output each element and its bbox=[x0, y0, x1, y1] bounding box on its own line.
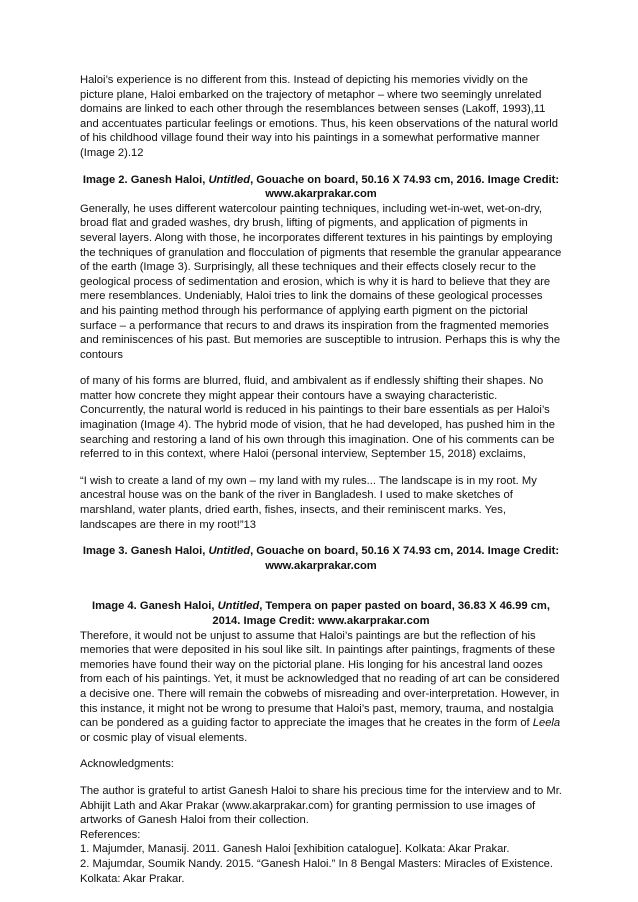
caption-image-4-prefix: Image 4. Ganesh Haloi, bbox=[91, 600, 218, 613]
caption-image-2-prefix: Image 2. Ganesh Haloi, bbox=[82, 173, 209, 186]
reference-item: 1. Majumder, Manasij. 2011. Ganesh Haloi [exhibition catalogue]. Kolkata: Akar Prakar. bbox=[80, 843, 510, 856]
reference-item: 2. Majumdar, Soumik Nandy. 2015. “Ganesh Haloi.” In 8 Bengal Masters: Miracles of Existence. Kolkata: Akar Prakar. bbox=[80, 857, 553, 885]
conclusion-end: or cosmic play of visual elements. bbox=[80, 731, 248, 744]
paragraph-techniques: Generally, he uses different watercolour painting techniques, including wet-in-wet, wet-on-dry, broad flat and graded washes, dry brush, lifting of pigments, and application of pigments in several layers. Along with those, he incorporates different textures in his paintings by employing the techniques of granulation and flocculation of pigments that resemble the granular appearance of the earth (Image 3). Surprisingly, all these techniques and their effects closely recur to the geological process of sedimentation and erosion, which is why it is hard to believe that they are mere resemblances. Undeniably, Haloi tries to link the domains of these geological processes and his painting method through his performance of applying earth pigment on the pictorial surface – a performance that recurs to and draws its inspiration from the fragmented memories and reminiscences of his past. But memories are susceptible to intrusion. Perhaps this is why the contours bbox=[80, 202, 562, 361]
conclusion-text: Therefore, it would not be unjust to assume that Haloi’s paintings are but the reflection of his memories that were deposited in his soul like silt. In paintings after paintings, fragments of these memories have found their way on the pictorial plane. His longing for his ancestral land oozes from each of his paintings. Yet, it must be acknowledged that no reading of art can be considered a decisive one. There will remain the cobwebs of misreading and over-interpretation. However, in this instance, it might not be wrong to presume that Haloi’s past, memory, trauma, and nostalgia can be pondered as a guiding factor to appreciate the images that he creates in the form of bbox=[80, 629, 560, 730]
conclusion-leela: Leela bbox=[532, 717, 561, 730]
caption-image-4-details: , Tempera on paper pasted on board, 36.83 X 46.99 cm, 2014. Image Credit: www.akarprakar.com bbox=[212, 600, 550, 627]
caption-image-2 bbox=[80, 173, 562, 202]
acknowledgments-text: The author is grateful to artist Ganesh Haloi to share his precious time for the interview and to Mr. Abhijit Lath and Akar Prakar (www.akarprakar.com) for granting permission to use images of artworks of Ganesh Haloi from their collection. bbox=[80, 784, 562, 827]
caption-image-3-title: Untitled bbox=[208, 545, 251, 558]
caption-image-3-prefix: Image 3. Ganesh Haloi, bbox=[82, 545, 209, 558]
caption-image-3-details: , Gouache on board, 50.16 X 74.93 cm, 2014. Image Credit: www.akarprakar.com bbox=[250, 545, 560, 572]
paragraph-haloi-experience: Haloi’s experience is no different from this. Instead of depicting his memories vividly on the picture plane, Haloi embarked on the trajectory of metaphor – where two seemingly unrelated domains are linked to each other through the resemblances between senses (Lakoff, 1993),11 and accentuates particular feelings or emotions. Thus, his keen observations of the natural world of his childhood village found their way into his paintings in a somewhat performative manner (Image 2).12 bbox=[80, 74, 559, 159]
caption-image-4-title: Untitled bbox=[217, 600, 260, 613]
acknowledgments-heading: Acknowledgments: bbox=[80, 758, 174, 771]
caption-image-2-title: Untitled bbox=[208, 173, 251, 186]
paragraph-conclusion bbox=[80, 629, 562, 746]
caption-image-2-details: , Gouache on board, 50.16 X 74.93 cm, 2016. Image Credit: www.akarprakar.com bbox=[250, 173, 560, 201]
references-heading: References: bbox=[80, 828, 141, 841]
caption-image-3 bbox=[80, 544, 562, 573]
paragraph-contours: of many of his forms are blurred, fluid, and ambivalent as if endlessly shifting their shapes. No matter how concrete they might appear their contours have a swaying characteristic. Concurrently, the natural world is reduced in his paintings to their bare essentials as per Haloi’s imagination (Image 4). The hybrid mode of vision, that he had developed, has pushed him in the searching and restoring a land of his own through this imagination. One of his comments can be referred to in this context, where Haloi (personal interview, September 15, 2018) exclaims, bbox=[80, 375, 555, 461]
caption-image-4 bbox=[80, 599, 562, 628]
document-body bbox=[80, 73, 562, 886]
paragraph-quote: “I wish to create a land of my own – my land with my rules... The landscape is in my root. My ancestral house was on the bank of the river in Bangladesh. I used to make sketches of marshland, water plants, dried earth, fishes, insects, and their reminiscent marks. Yes, landscapes are there in my root!”13 bbox=[80, 474, 537, 531]
